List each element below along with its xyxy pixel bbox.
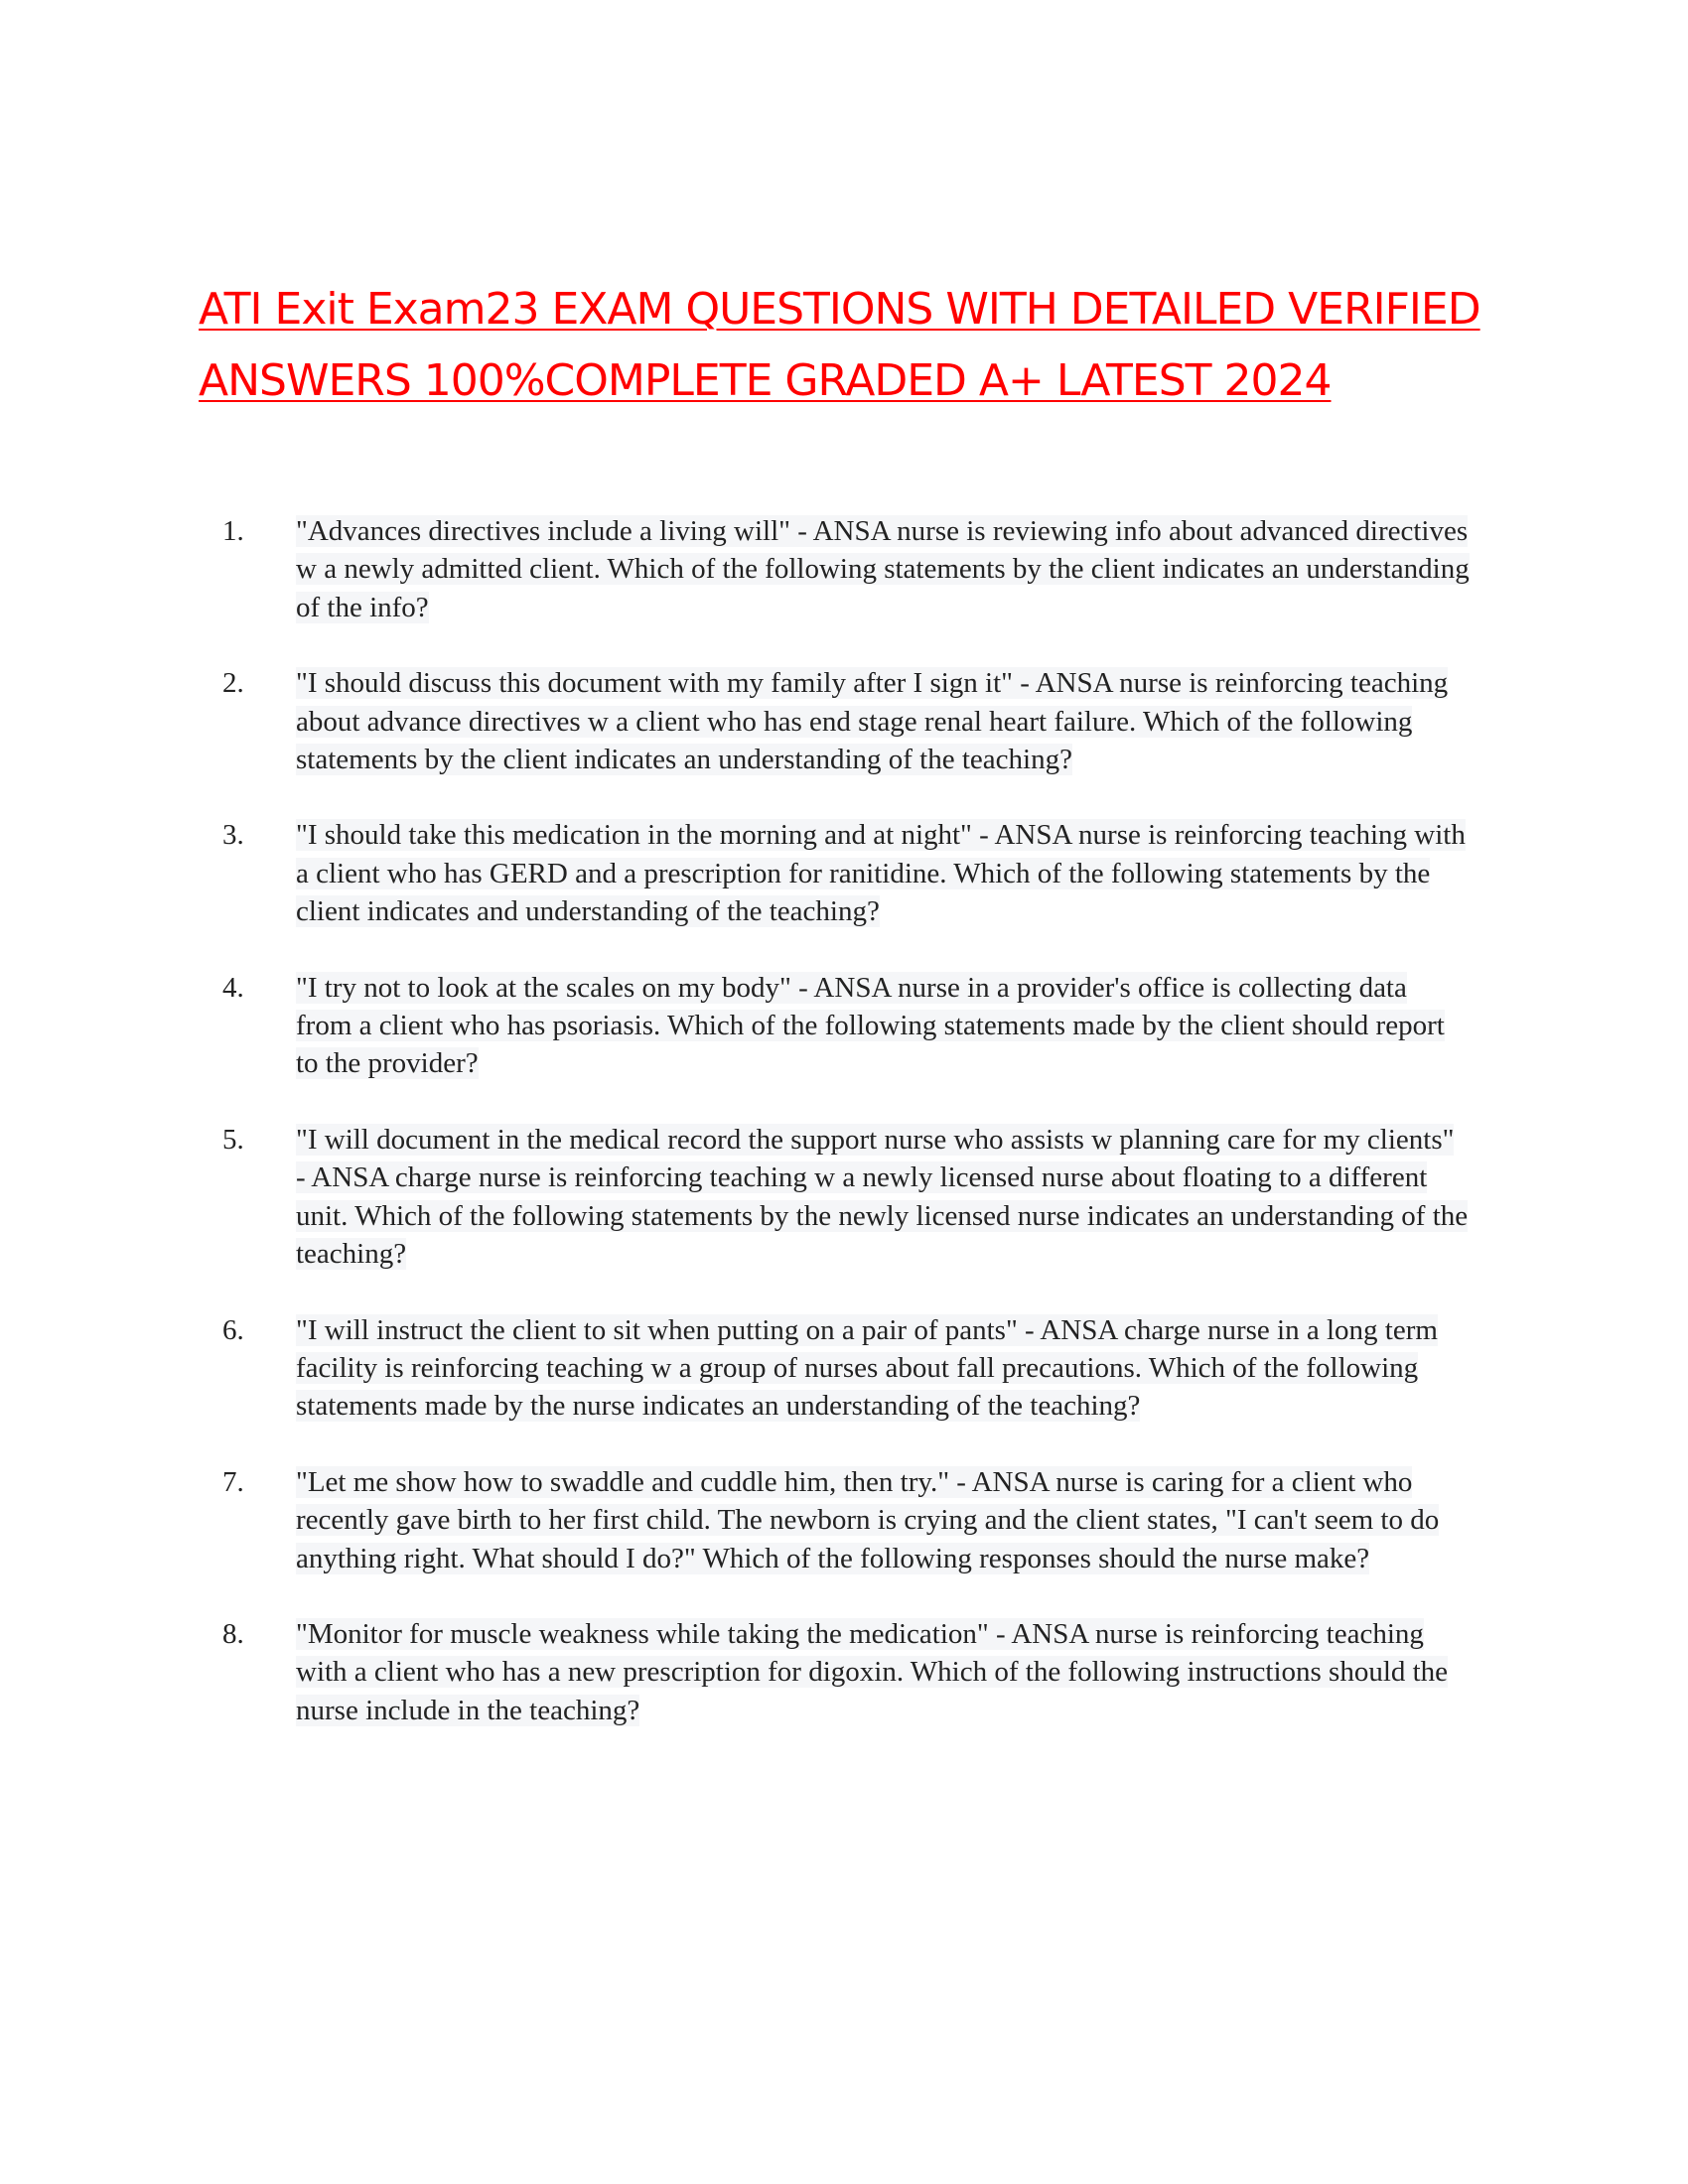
list-item xyxy=(0,1463,1688,1577)
document-title: ATI Exit Exam23 EXAM QUESTIONS WITH DETAILED VERIFIED ANSWERS 100%COMPLETE GRADED A+ LATEST 2024 xyxy=(199,284,1480,406)
list-item xyxy=(0,1311,1688,1426)
item-number: 3. xyxy=(222,819,244,852)
list-item xyxy=(0,816,1688,930)
item-text-block xyxy=(296,664,1470,778)
item-text-block xyxy=(296,816,1470,930)
question-list xyxy=(0,512,1688,1767)
item-text-block xyxy=(296,969,1470,1083)
list-item xyxy=(0,1615,1688,1729)
item-text: "I will document in the medical record the support nurse who assists w planning care for my clients" - ANSA charge nurse is reinforcing teaching w a newly licensed nurse about floating to a different unit. Which of the following statements by the newly licensed nurse indicates an understanding of the teaching? xyxy=(296,1123,1469,1271)
item-text-block xyxy=(296,1615,1470,1729)
list-item xyxy=(0,969,1688,1083)
list-item xyxy=(0,512,1688,626)
item-text: "I should take this medication in the morning and at night" - ANSA nurse is reinforcing teaching with a client who has GERD and a prescription for ranitidine. Which of the following statements by the client indicates and understanding of the teaching? xyxy=(296,819,1466,928)
item-text: "I try not to look at the scales on my body" - ANSA nurse in a provider's office is collecting data from a client who has psoriasis. Which of the following statements made by the client should report to the provider? xyxy=(296,971,1445,1080)
item-text: "I will instruct the client to sit when putting on a pair of pants" - ANSA charge nurse in a long term facility is reinforcing teaching w a group of nurses about fall precautions. Which of the following statements made by the nurse indicates an understanding of the teaching? xyxy=(296,1313,1438,1423)
item-number: 6. xyxy=(222,1313,244,1346)
list-item xyxy=(0,1121,1688,1274)
item-text: "Let me show how to swaddle and cuddle him, then try." - ANSA nurse is caring for a client who recently gave birth to her first child. The newborn is crying and the client states, "I can't seem to do anything right. What should I do?" Which of the following responses should the nurse make? xyxy=(296,1465,1440,1574)
item-text-block xyxy=(296,1311,1470,1426)
item-text-block xyxy=(296,512,1470,626)
item-text: "Monitor for muscle weakness while taking the medication" - ANSA nurse is reinforcing teaching with a client who has a new prescription for digoxin. Which of the following instructions should the nurse include in the teaching? xyxy=(296,1617,1449,1726)
item-text: "Advances directives include a living will" - ANSA nurse is reviewing info about advanced directives w a newly admitted client. Which of the following statements by the client indicates an understanding of the info? xyxy=(296,515,1470,623)
item-number: 1. xyxy=(222,515,244,547)
item-text-block xyxy=(296,1121,1470,1274)
item-number: 7. xyxy=(222,1465,244,1498)
item-number: 2. xyxy=(222,667,244,700)
item-number: 5. xyxy=(222,1123,244,1156)
list-item xyxy=(0,664,1688,778)
item-text: "I should discuss this document with my family after I sign it" - ANSA nurse is reinforcing teaching about advance directives w a client who has end stage renal heart failure. Which of the following statements by the client indicates an understanding of the teaching? xyxy=(296,667,1449,776)
item-number: 4. xyxy=(222,971,244,1004)
item-number: 8. xyxy=(222,1617,244,1650)
item-text-block xyxy=(296,1463,1470,1577)
